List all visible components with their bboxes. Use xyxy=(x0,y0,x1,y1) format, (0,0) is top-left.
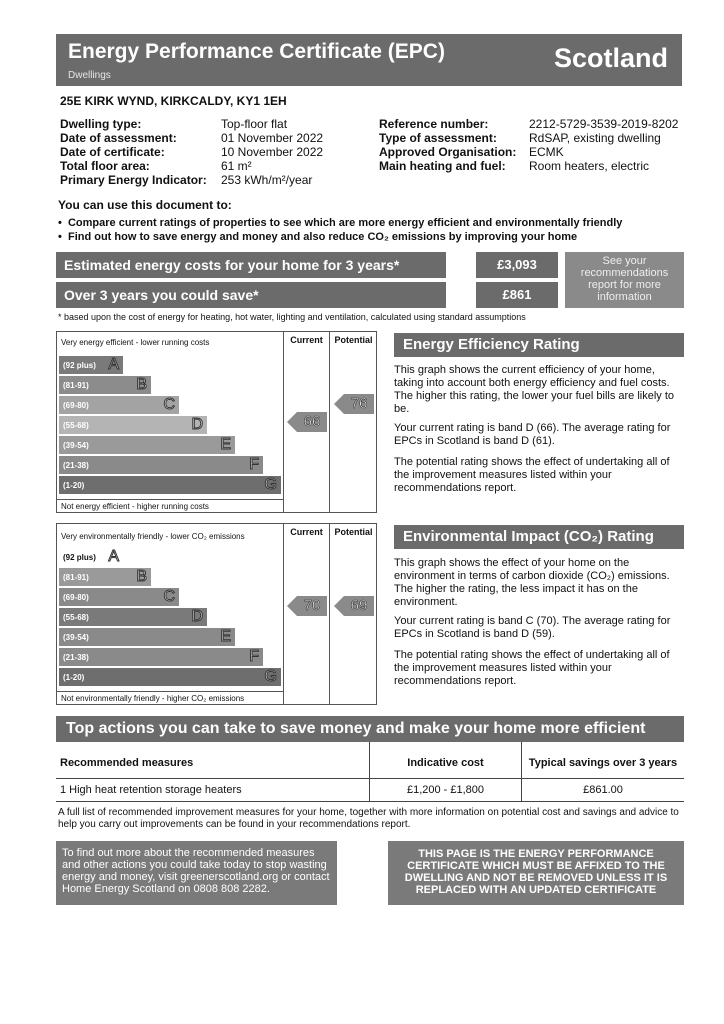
environmental-impact-chart xyxy=(56,523,377,705)
savings-label: Over 3 years you could save* xyxy=(56,282,446,308)
ei-band-c xyxy=(59,588,179,606)
ei-top-label: Very environmentally friendly - lower CO₂ emissions xyxy=(61,532,245,541)
dwelling-type-label: Dwelling type: xyxy=(60,117,142,131)
assessment-type-value: RdSAP, existing dwelling xyxy=(529,131,661,145)
cost-3yr-value: £3,093 xyxy=(476,252,558,278)
heating-value: Room heaters, electric xyxy=(529,159,650,173)
reference-value: 2212-5729-3539-2019-8202 xyxy=(529,117,679,131)
ee-bottom-label: Not energy efficient - higher running costs xyxy=(61,502,209,511)
savings-cell: £861.00 xyxy=(583,784,623,796)
ee-band-g xyxy=(59,476,281,494)
ei-para-2: Your current rating is band C (70). The average rating for EPCs in Scotland is band D (59). xyxy=(394,615,671,640)
actions-table xyxy=(56,742,684,802)
ee-top-label: Very energy efficient - lower running costs xyxy=(61,338,210,347)
ei-band-e xyxy=(59,628,235,646)
ei-band-letter: B xyxy=(136,568,147,585)
ei-band-f xyxy=(59,648,263,666)
more-info-box: To find out more about the recommended measures and other actions you could take today to stop wasting energy and money, visit greenerscotland.org or contact Home Energy Scotland on 0808 808 2282. xyxy=(56,841,337,905)
approved-org-label: Approved Organisation: xyxy=(379,145,517,159)
ee-band-range: (92 plus) xyxy=(63,361,96,370)
primary-energy-value: 253 kWh/m²/year xyxy=(221,173,313,187)
use-bullet: • Compare current ratings of properties to see which are more energy efficient and environmentally friendly xyxy=(58,217,623,229)
affix-notice-box: THIS PAGE IS THE ENERGY PERFORMANCE CERTIFICATE WHICH MUST BE AFFIXED TO THE DWELLING AND NOT BE REMOVED UNLESS IT IS REPLACED WITH AN UPDATED CERTIFICATE xyxy=(388,841,684,905)
ee-band-b xyxy=(59,376,151,394)
ee-band-letter: G xyxy=(264,476,277,493)
cost-3yr-label: Estimated energy costs for your home for 3 years* xyxy=(56,252,446,278)
full-list-note: A full list of recommended improvement measures for your home, together with more information on potential cost and savings and advice to help you carry out improvements can be found in your recommendations report. xyxy=(58,807,679,830)
ee-band-a xyxy=(59,356,123,374)
use-title: You can use this document to: xyxy=(58,198,232,212)
ei-current-arrow: 70 xyxy=(297,596,327,616)
assessment-date-label: Date of assessment: xyxy=(60,131,177,145)
ee-para-2: Your current rating is band D (66). The average rating for EPCs in Scotland is band D (61). xyxy=(394,422,671,447)
page-title: Energy Performance Certificate (EPC) xyxy=(68,40,445,63)
cost-header: Indicative cost xyxy=(407,757,484,769)
ee-current-arrow: 66 xyxy=(297,412,327,432)
ei-bottom-label: Not environmentally friendly - higher CO₂ emissions xyxy=(61,694,245,703)
ei-band-range: (21-38) xyxy=(63,653,89,662)
certificate-date-value: 10 November 2022 xyxy=(221,145,324,159)
ei-band-range: (81-91) xyxy=(63,573,89,582)
ee-rating-title: Energy Efficiency Rating xyxy=(394,333,684,357)
use-bullet-text: Compare current ratings of properties to see which are more energy efficient and environmentally friendly xyxy=(67,217,623,229)
ee-band-letter: A xyxy=(108,356,119,373)
ei-band-b xyxy=(59,568,151,586)
cost-footnote: * based upon the cost of energy for heating, hot water, lighting and ventilation, calculated using standard assumptions xyxy=(58,312,526,322)
ee-band-c xyxy=(59,396,179,414)
approved-org-value: ECMK xyxy=(529,145,564,159)
actions-title: Top actions you can take to save money and make your home more efficient xyxy=(56,716,684,742)
ei-bands xyxy=(59,548,283,688)
dwelling-type-value: Top-floor flat xyxy=(221,117,288,131)
ei-band-range: (1-20) xyxy=(63,673,85,682)
epc-header xyxy=(56,34,682,86)
ei-para-3: The potential rating shows the effect of undertaking all of the improvement measures listed within your recommendations report. xyxy=(394,649,670,687)
ei-band-d xyxy=(59,608,207,626)
ee-band-range: (81-91) xyxy=(63,381,89,390)
ee-band-range: (21-38) xyxy=(63,461,89,470)
ee-band-letter: F xyxy=(249,456,259,473)
savings-header: Typical savings over 3 years xyxy=(528,757,678,769)
ee-band-range: (1-20) xyxy=(63,481,85,490)
ee-potential-arrow: 76 xyxy=(344,394,374,414)
heating-label: Main heating and fuel: xyxy=(379,159,506,173)
savings-value: £861 xyxy=(476,282,558,308)
floor-area-label: Total floor area: xyxy=(60,159,150,173)
ee-band-range: (39-54) xyxy=(63,441,89,450)
ei-potential-arrow: 69 xyxy=(344,596,374,616)
use-bullet-text: Find out how to save energy and money and also reduce CO₂ emissions by improving your home xyxy=(67,231,578,243)
ei-band-letter: G xyxy=(264,668,277,685)
ee-band-range: (69-80) xyxy=(63,401,89,410)
ei-current-header: Current xyxy=(290,527,323,537)
ee-band-letter: B xyxy=(136,376,147,393)
ee-band-letter: E xyxy=(220,436,231,453)
ee-current-header: Current xyxy=(290,335,323,345)
ee-band-range: (55-68) xyxy=(63,421,89,430)
ei-band-letter: F xyxy=(249,648,259,665)
reference-label: Reference number: xyxy=(379,117,489,131)
use-bullet: • Find out how to save energy and money and also reduce CO₂ emissions by improving your home xyxy=(58,231,578,243)
recommendations-note: See your recommendations report for more information xyxy=(565,252,684,308)
primary-energy-label: Primary Energy Indicator: xyxy=(60,173,207,187)
ee-band-letter: C xyxy=(163,396,175,413)
ei-band-a xyxy=(59,548,123,566)
page-subtitle: Dwellings xyxy=(68,70,111,81)
ei-rating-title: Environmental Impact (CO₂) Rating xyxy=(394,525,684,549)
measures-header: Recommended measures xyxy=(60,757,194,769)
ei-band-letter: C xyxy=(163,588,175,605)
cost-cell: £1,200 - £1,800 xyxy=(406,784,485,796)
ei-band-letter: A xyxy=(108,548,119,565)
ei-potential-header: Potential xyxy=(334,527,373,537)
assessment-type-label: Type of assessment: xyxy=(379,131,497,145)
ei-para-1: This graph shows the effect of your home on the environment in terms of carbon dioxide (CO₂) emissions. The higher the rating, the less impact it has on the environment. xyxy=(394,557,670,608)
ee-band-e xyxy=(59,436,235,454)
ei-band-letter: D xyxy=(191,608,203,625)
ei-band-range: (69-80) xyxy=(63,593,89,602)
property-address: 25E KIRK WYND, KIRKCALDY, KY1 1EH xyxy=(60,94,287,108)
ee-band-letter: D xyxy=(191,416,203,433)
ee-potential-header: Potential xyxy=(334,335,373,345)
ei-band-range: (92 plus) xyxy=(63,553,96,562)
ee-bands xyxy=(59,356,283,496)
ei-band-range: (39-54) xyxy=(63,633,89,642)
ee-band-f xyxy=(59,456,263,474)
certificate-date-label: Date of certificate: xyxy=(60,145,165,159)
ee-band-d xyxy=(59,416,207,434)
assessment-date-value: 01 November 2022 xyxy=(221,131,324,145)
ee-para-1: This graph shows the current efficiency of your home, taking into account both energy efficiency and fuel costs. The higher this rating, the lower your fuel bills are likely to be. xyxy=(394,364,675,415)
floor-area-value: 61 m² xyxy=(221,159,252,173)
ei-band-letter: E xyxy=(220,628,231,645)
ee-para-3: The potential rating shows the effect of undertaking all of the improvement measures listed within your recommendations report. xyxy=(394,456,670,494)
ei-band-g xyxy=(59,668,281,686)
country-label: Scotland xyxy=(553,43,668,73)
energy-efficiency-chart xyxy=(56,331,377,513)
measure-cell: 1 High heat retention storage heaters xyxy=(60,784,242,796)
ei-band-range: (55-68) xyxy=(63,613,89,622)
